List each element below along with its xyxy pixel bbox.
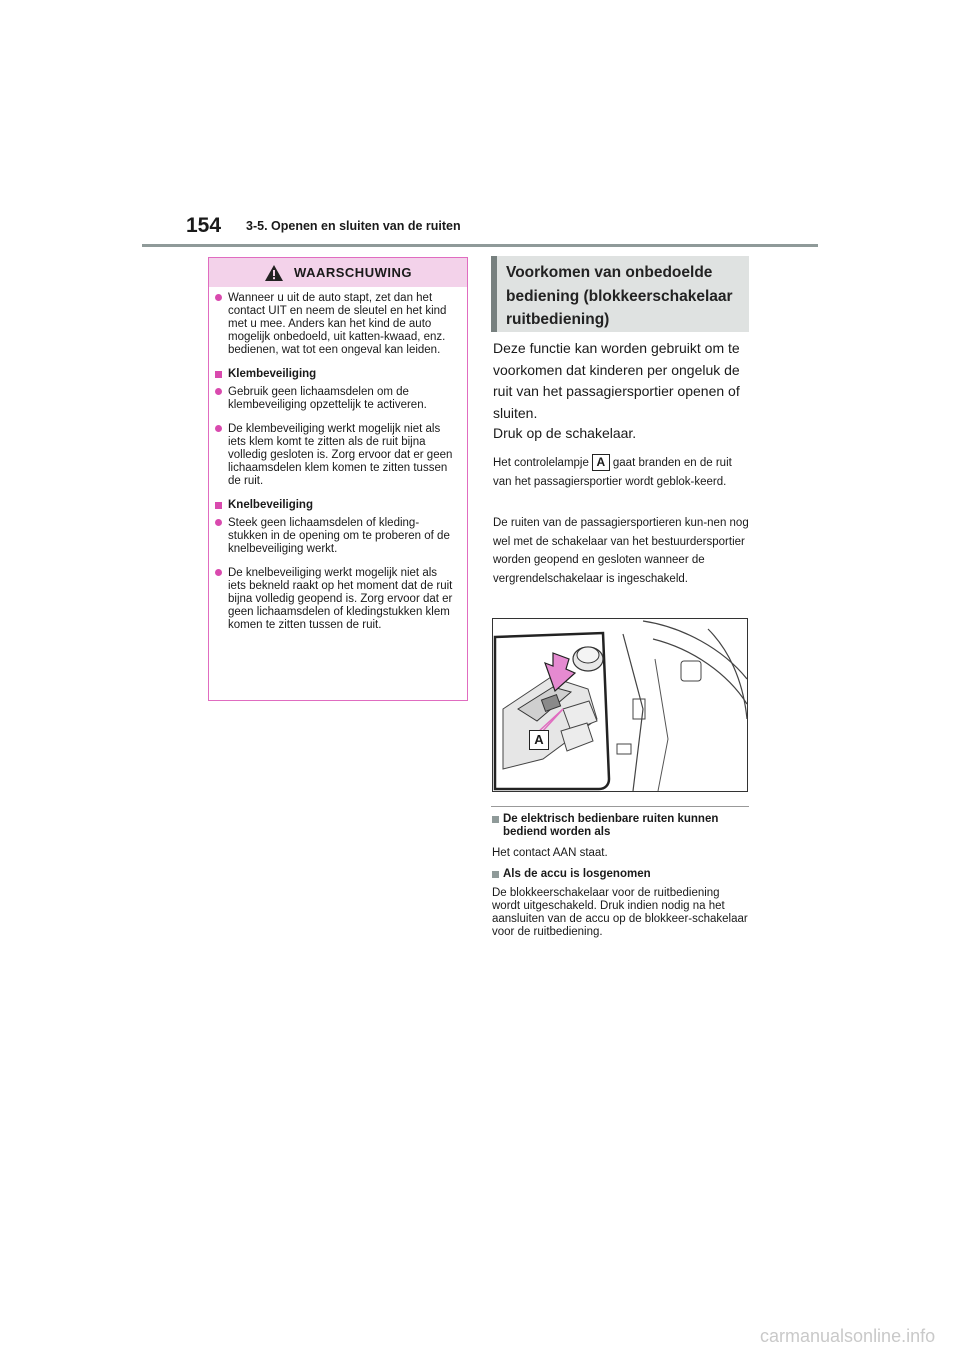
label-a-box: A [592, 454, 610, 471]
warning-item [215, 386, 457, 412]
intro-paragraph: Deze functie kan worden gebruikt om te voorkomen dat kinderen per ongeluk de ruit van het passagiersportier openen of sluiten. [493, 340, 740, 421]
warning-subheading-text: Klembeveiliging [228, 368, 317, 380]
bullet-dot-icon [215, 294, 222, 301]
warning-subheading-text: Knelbeveiliging [228, 499, 313, 511]
indicator-text-before: Het controlelampje [493, 457, 589, 469]
note-divider [491, 806, 749, 807]
passenger-windows-description: De ruiten van de passagiersportieren kun-nen nog wel met de schakelaar van het bestuurdersportier worden geopend en gesloten wanneer de vergrendelschakelaar is ingeschakeld. [493, 517, 749, 585]
bullet-square-icon [215, 371, 222, 378]
bullet-dot-icon [215, 519, 222, 526]
window-lock-switch-illustration [492, 618, 748, 792]
callout-label-a: A [529, 730, 549, 750]
note-square-icon [492, 816, 499, 823]
note-heading-text: Als de accu is losgenomen [503, 868, 651, 880]
warning-item [215, 517, 457, 556]
warning-subheading [215, 368, 457, 381]
warning-subheading [215, 499, 457, 512]
warning-item-text: De klembeveiliging werkt mogelijk niet als iets klem komt te zitten als de ruit bijna volledig gesloten is. Zorg ervoor dat er geen lichaamsdelen klem komen te zitten tussen de ruit. [228, 423, 453, 487]
note-item [492, 868, 750, 939]
warning-box [208, 257, 468, 701]
warning-item-text: Wanneer u uit de auto stapt, zet dan het contact UIT en neem de sleutel en het kind met u mee. Anders kan het kind de auto mogelijk onbedoeld, uit katten-kwaad, enz. bedienen, wat tot een ongeval kan leiden. [228, 292, 447, 356]
section-heading: Voorkomen van onbedoelde bediening (blokkeerschakelaar ruitbediening) [491, 256, 749, 332]
warning-item-text: Gebruik geen lichaamsdelen om de klembeveiliging opzettelijk te activeren. [228, 386, 427, 411]
instruction-paragraph: Druk op de schakelaar. [493, 425, 637, 441]
section-title: 3-5. Openen en sluiten van de ruiten [246, 219, 461, 233]
warning-body [209, 287, 467, 632]
note-heading-text: De elektrisch bedienbare ruiten kunnen bediend worden als [503, 813, 719, 838]
warning-header [209, 258, 467, 287]
warning-item-text: Steek geen lichaamsdelen of kleding-stukken in de opening om te proberen of de knelbeveiliging werkt. [228, 517, 450, 555]
warning-title: WAARSCHUWING [294, 265, 412, 280]
header-rule [142, 244, 818, 247]
note-heading [492, 868, 750, 881]
door-panel-drawing [493, 619, 747, 791]
bullet-dot-icon [215, 425, 222, 432]
indicator-text-after: gaat branden en de ruit van het passagiersportier wordt geblok-keerd. [493, 457, 732, 488]
warning-item [215, 567, 457, 632]
note-item [492, 813, 750, 860]
note-text: Het contact AAN staat. [492, 847, 608, 859]
note-text: De blokkeerschakelaar voor de ruitbediening wordt uitgeschakeld. Druk indien nodig na het aansluiten van de accu op de blokkeer-schakelaar voor de ruitbediening. [492, 887, 748, 938]
bullet-dot-icon [215, 569, 222, 576]
warning-item [215, 423, 457, 488]
bullet-dot-icon [215, 388, 222, 395]
watermark-text: carmanualsonline.info [760, 1326, 936, 1346]
warning-item-text: De knelbeveiliging werkt mogelijk niet als iets bekneld raakt op het moment dat de ruit bijna volledig geopend is. Zorg ervoor dat er geen lichaamsdelen of kledingstukken klem komen te zitten tussen de ruit. [228, 567, 453, 631]
note-square-icon [492, 871, 499, 878]
note-heading [492, 813, 750, 839]
warning-item [215, 292, 457, 357]
page-number: 154 [186, 214, 222, 237]
indicator-description [493, 454, 753, 491]
bullet-square-icon [215, 502, 222, 509]
warning-triangle-icon [264, 264, 284, 282]
